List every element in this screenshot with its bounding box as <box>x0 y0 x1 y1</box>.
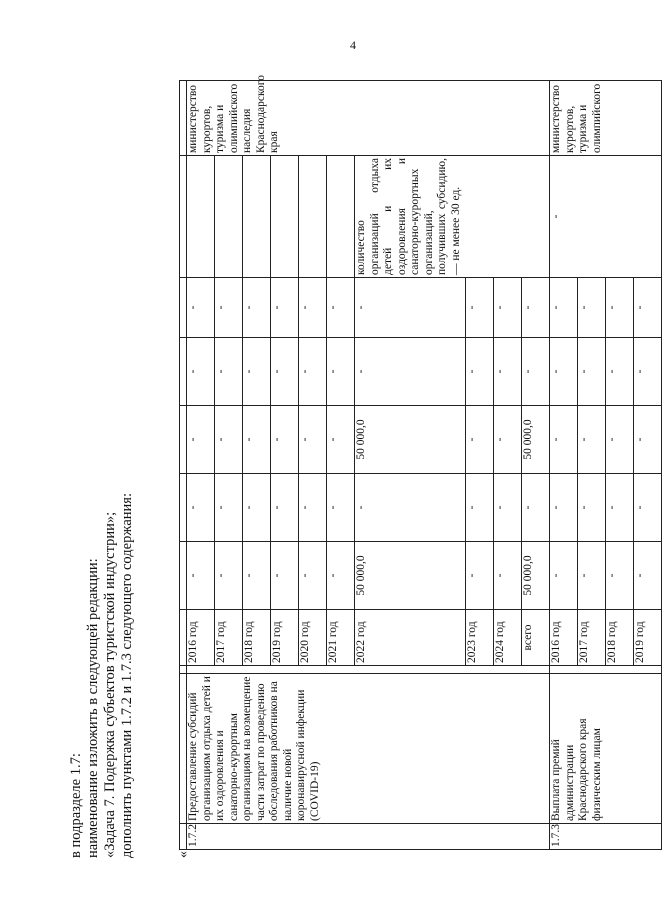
indicator-cell-empty <box>243 156 271 278</box>
executor-cell: министерство курортов, туризма и олимпийского наследия Краснодарского края <box>187 81 550 156</box>
total-cell: - <box>327 542 355 610</box>
extra-budget-cell: - <box>243 278 271 338</box>
intro-line-4: дополнить пунктами 1.7.2 и 1.7.3 следующего содержания: <box>119 493 135 858</box>
federal-cell: - <box>299 474 327 542</box>
total-cell: - <box>606 542 634 610</box>
local-cell: - <box>634 338 662 406</box>
regional-cell: - <box>634 406 662 474</box>
local-cell: - <box>578 338 606 406</box>
total-cell: 50 000,0 <box>522 542 550 610</box>
empty-cell <box>187 666 550 674</box>
local-cell: - <box>550 338 578 406</box>
regional-cell: - <box>494 406 522 474</box>
year-cell: 2017 год <box>215 610 243 666</box>
year-cell: 2017 год <box>578 610 606 666</box>
federal-cell: - <box>578 474 606 542</box>
measure-name: Выплата премий администрации Краснодарского края физическим лицам <box>550 674 662 824</box>
total-cell: - <box>271 542 299 610</box>
year-cell: 2018 год <box>243 610 271 666</box>
row-number: 1.7.2 <box>187 824 550 850</box>
total-cell: - <box>187 542 215 610</box>
regional-cell: - <box>606 406 634 474</box>
measures-table <box>179 75 662 850</box>
year-cell: 2022 год <box>355 610 466 666</box>
federal-cell: - <box>187 474 215 542</box>
executor-cell: министерство курортов, туризма и олимпийского <box>550 81 662 156</box>
local-cell: - <box>215 338 243 406</box>
year-cell: 2023 год <box>466 610 494 666</box>
indicator-cell-empty <box>215 156 243 278</box>
measure-name: Предоставление субсидий организациям отдыха детей и их оздоровления и санаторно-курортным организациям на возмещение части затрат по проведению обследования работников на наличие новой коронавирусной инфекции (COVID-19) <box>187 674 550 824</box>
indicator-cell-empty <box>187 156 215 278</box>
federal-cell: - <box>606 474 634 542</box>
federal-cell: - <box>355 474 466 542</box>
intro-line-2: наименование изложить в следующей редакции: <box>85 558 101 858</box>
year-cell: 2016 год <box>550 610 578 666</box>
local-cell: - <box>466 338 494 406</box>
table-row <box>187 81 215 850</box>
local-cell: - <box>494 338 522 406</box>
federal-cell: - <box>634 474 662 542</box>
extra-budget-cell: - <box>494 278 522 338</box>
local-cell: - <box>187 338 215 406</box>
table-top-spacer <box>180 81 187 850</box>
regional-cell: - <box>243 406 271 474</box>
total-cell: - <box>634 542 662 610</box>
local-cell: - <box>271 338 299 406</box>
federal-cell: - <box>243 474 271 542</box>
open-quote: « <box>176 851 191 858</box>
total-cell: - <box>494 542 522 610</box>
regional-cell: 50 000,0 <box>355 406 466 474</box>
indicator-cell-empty <box>299 156 327 278</box>
indicator-cell: - <box>550 156 662 278</box>
federal-cell: - <box>215 474 243 542</box>
regional-cell: - <box>550 406 578 474</box>
local-cell: - <box>606 338 634 406</box>
indicator-cell-empty <box>271 156 299 278</box>
total-cell: 50 000,0 <box>355 542 466 610</box>
regional-cell: - <box>271 406 299 474</box>
year-cell: 2019 год <box>634 610 662 666</box>
intro-text <box>68 493 136 858</box>
federal-cell: - <box>494 474 522 542</box>
extra-budget-cell: - <box>466 278 494 338</box>
total-cell: - <box>215 542 243 610</box>
indicator-cell-empty <box>327 156 355 278</box>
extra-budget-cell: - <box>634 278 662 338</box>
total-cell: - <box>243 542 271 610</box>
total-cell: - <box>550 542 578 610</box>
federal-cell: - <box>522 474 550 542</box>
federal-cell: - <box>466 474 494 542</box>
empty-cell <box>550 666 662 674</box>
regional-cell: - <box>299 406 327 474</box>
extra-budget-cell: - <box>550 278 578 338</box>
regional-cell: 50 000,0 <box>522 406 550 474</box>
local-cell: - <box>243 338 271 406</box>
local-cell: - <box>327 338 355 406</box>
total-cell: - <box>466 542 494 610</box>
regional-cell: - <box>187 406 215 474</box>
local-cell: - <box>355 338 466 406</box>
federal-cell: - <box>271 474 299 542</box>
regional-cell: - <box>215 406 243 474</box>
year-cell: 2019 год <box>271 610 299 666</box>
total-cell: - <box>299 542 327 610</box>
extra-budget-cell: - <box>355 278 466 338</box>
year-cell: 2018 год <box>606 610 634 666</box>
total-cell: - <box>578 542 606 610</box>
table-row <box>550 81 578 850</box>
extra-budget-cell: - <box>299 278 327 338</box>
extra-budget-cell: - <box>271 278 299 338</box>
row-number: 1.7.3 <box>550 824 662 850</box>
regional-cell: - <box>466 406 494 474</box>
extra-budget-cell: - <box>215 278 243 338</box>
year-cell: 2021 год <box>327 610 355 666</box>
intro-line-1: в подразделе 1.7: <box>68 753 84 858</box>
extra-budget-cell: - <box>578 278 606 338</box>
extra-budget-cell: - <box>187 278 215 338</box>
year-cell: 2016 год <box>187 610 215 666</box>
intro-line-3: «Задача 7. Подержка субъектов туристской индустрии»; <box>102 511 118 858</box>
extra-budget-cell: - <box>522 278 550 338</box>
regional-cell: - <box>578 406 606 474</box>
year-cell: 2024 год <box>494 610 522 666</box>
year-cell: 2020 год <box>299 610 327 666</box>
regional-cell: - <box>327 406 355 474</box>
indicator-cell: количество организаций отдыха детей и их оздоровления и санаторно-курортных организаций, получивших субсидию, — не менее 30 ед. <box>355 156 550 278</box>
local-cell: - <box>299 338 327 406</box>
page-number: 4 <box>350 38 356 52</box>
federal-cell: - <box>550 474 578 542</box>
federal-cell: - <box>327 474 355 542</box>
local-cell: - <box>522 338 550 406</box>
extra-budget-cell: - <box>327 278 355 338</box>
year-cell: всего <box>522 610 550 666</box>
rotated-page-content <box>68 75 646 858</box>
extra-budget-cell: - <box>606 278 634 338</box>
